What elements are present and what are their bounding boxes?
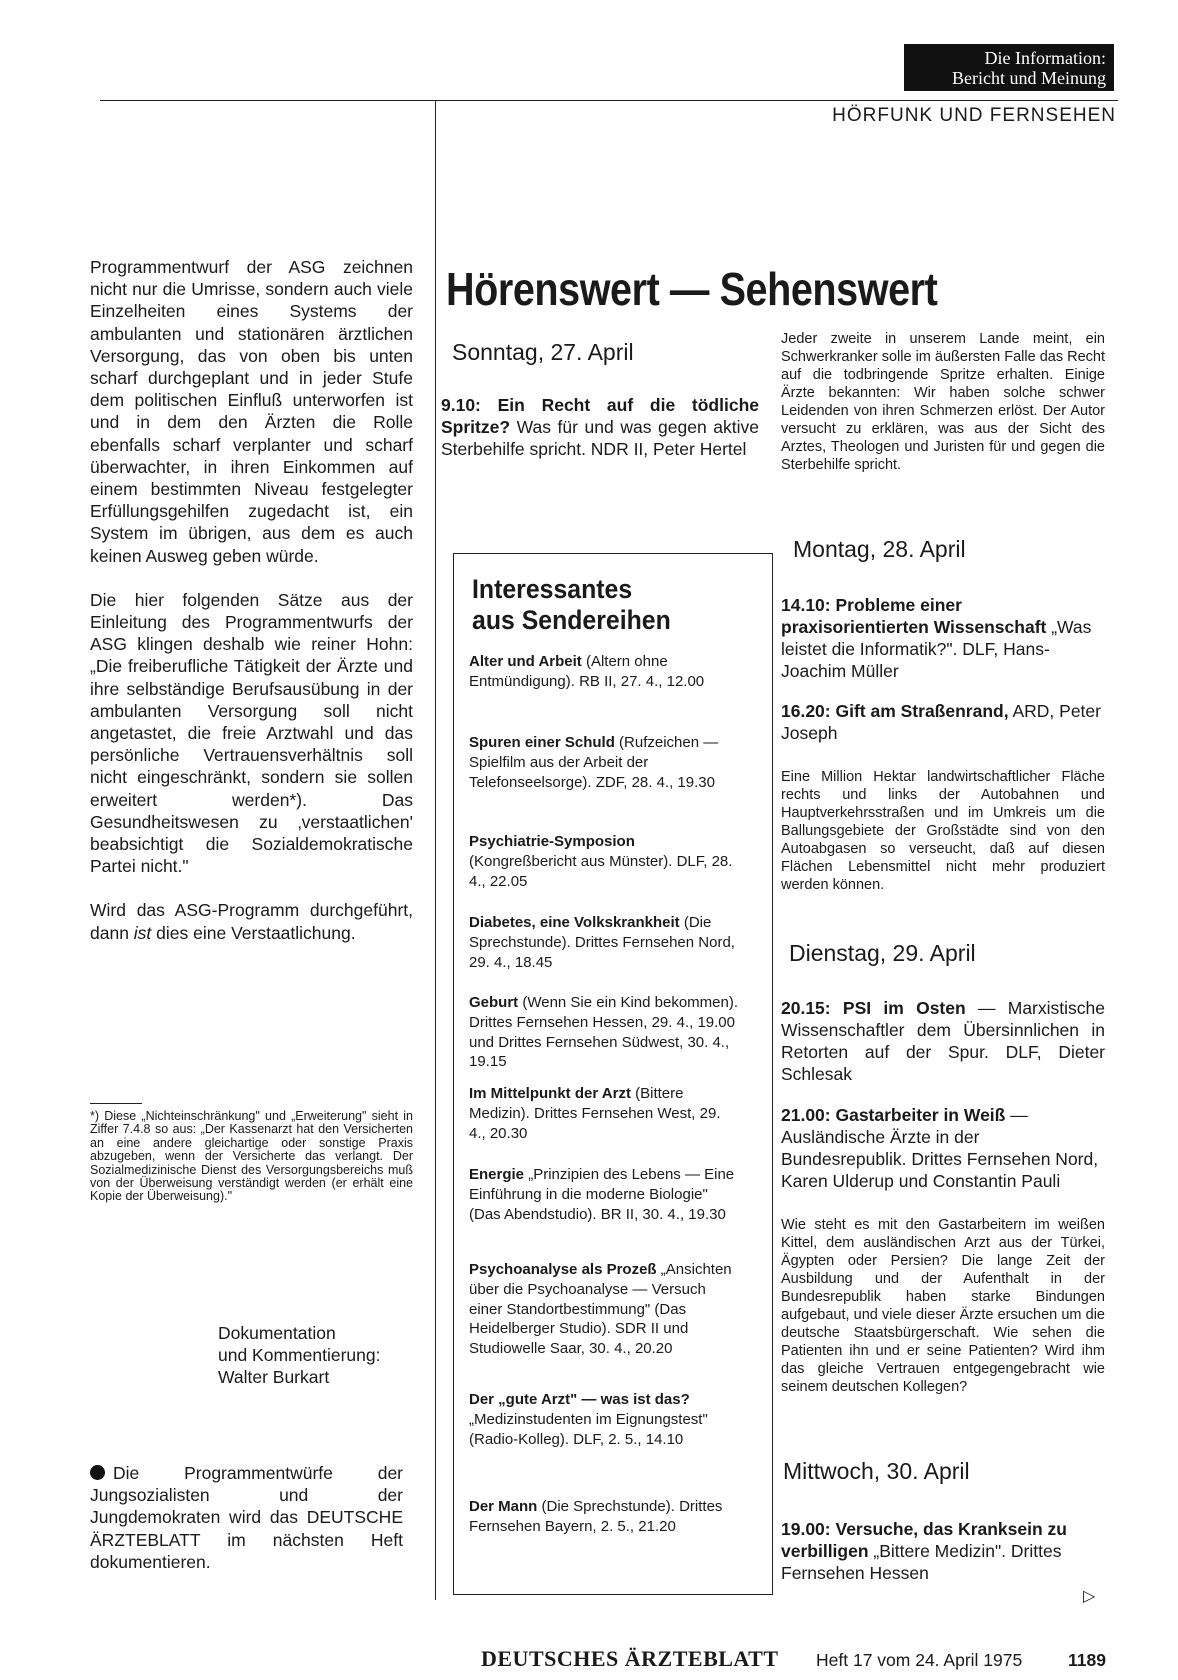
left-paragraph-2: Die hier folgenden Sätze aus der Einleitung des Programmentwurfs der ASG klingen deshalb wie reiner Hohn: „Die freiberufliche Tätigkeit der Ärzte und ihre selbständige Berufsausübung in der ambulanten Versorgung soll nicht angetastet, die freie Arztwahl und das persönliche Vertrauensverhältnis soll nicht eingeschränkt, sondern sie sollen erweitert werden*). Das Gesundheitswesen zu ‚verstaatlichen' beabsichtigt die Sozialdemokratische Partei nicht.": [90, 589, 413, 877]
program-sunday: 9.10: Ein Recht auf die tödliche Spritze? Was für und was gegen aktive Sterbehilfe spricht. NDR II, Peter Hertel: [441, 395, 759, 459]
program-wednesday: 19.00: Versuche, das Kranksein zu verbilligen „Bittere Medizin". Drittes Fernsehen Hessen: [781, 1519, 1067, 1583]
series-entry-details: (Die Sprechstunde). Drittes Fernsehen Nord, 29. 4., 18.45: [469, 914, 735, 971]
series-entry-details: „Prinzipien des Lebens — Eine Einführung in die moderne Biologie" (Das Abendstudio). BR II, 30. 4., 19.30: [469, 1166, 735, 1223]
page-number: 1189: [1068, 1650, 1106, 1670]
series-entry: [469, 1390, 739, 1449]
section-label: HÖRFUNK UND FERNSEHEN: [832, 105, 1116, 126]
page-title: Hörenswert — Sehenswert: [446, 263, 938, 315]
series-entry-title: Psychoanalyse als Prozeß: [469, 1261, 657, 1278]
issue-info: Heft 17 vom 24. April 1975: [816, 1650, 1023, 1670]
series-entry-title: Energie: [469, 1166, 525, 1183]
bullet-icon: [90, 1465, 105, 1480]
series-entry-title: Der „gute Arzt" — was ist das?: [469, 1391, 690, 1408]
series-entry: [469, 1497, 739, 1537]
series-entry-details: (Bittere Medizin). Drittes Fernsehen West, 29. 4., 20.30: [469, 1085, 721, 1142]
left-column: [90, 256, 413, 966]
day-heading-monday: Montag, 28. April: [793, 536, 966, 562]
series-entry-title: Geburt: [469, 994, 519, 1011]
day-heading-tuesday: Dienstag, 29. April: [789, 940, 976, 966]
series-entry: [469, 652, 739, 692]
badge-line-2: Bericht und Meinung: [952, 68, 1106, 88]
series-box-title: Interessantes aus Sendereihen: [472, 574, 671, 635]
series-entry-details: „Ansichten über die Psychoanalyse — Versuch einer Standortbestimmung" (Das Heidelberger Studio). SDR II und Studiowelle Saar, 30. 4., 20.20: [469, 1261, 732, 1358]
series-entry: [469, 993, 739, 1072]
right-intro: Jeder zweite in unserem Lande meint, ein Schwerkranker solle im äußersten Falle das Recht auf die todbringende Spritze erhalten. Einige Ärzte bekannten: Wir haben solche schwer Leidenden von ihren Schmerzen erlöst. Der Autor versucht zu erklären, was aus der Sicht des Arztes, Theologen und Juristen für und gegen die Sterbehilfe spricht.: [781, 331, 1105, 473]
series-entry-title: Im Mittelpunkt der Arzt: [469, 1085, 631, 1102]
program-monday-2: 16.20: Gift am Straßenrand, ARD, Peter Joseph: [781, 701, 1101, 743]
series-entry-details: (Altern ohne Entmündigung). RB II, 27. 4., 12.00: [469, 653, 705, 690]
series-entry-details: (Rufzeichen — Spielfilm aus der Arbeit der Telefonseelsorge). ZDF, 28. 4., 19.30: [469, 734, 719, 791]
series-entry-details: (Wenn Sie ein Kind bekommen). Drittes Fernsehen Hessen, 29. 4., 19.00 und Drittes Fernsehen Südwest, 30. 4., 19.15: [469, 994, 739, 1071]
series-entry-title: Diabetes, eine Volkskrankheit: [469, 914, 680, 931]
series-entry-details: „Medizinstudenten im Eignungstest" (Radio-Kolleg). DLF, 2. 5., 14.10: [469, 1410, 708, 1448]
series-entry-title: Psychiatrie-Symposion: [469, 833, 635, 850]
column-divider: [435, 100, 436, 1600]
program-tuesday-2: 21.00: Gastarbeiter in Weiß — Ausländische Ärzte in der Bundesrepublik. Drittes Fernsehen Nord, Karen Ulderup und Constantin Pauli: [781, 1105, 1099, 1191]
header-rule: [100, 100, 1118, 101]
series-entry: [469, 1260, 739, 1359]
monday-summary: Eine Million Hektar landwirtschaftlicher Fläche rechts und links der Autobahnen und Hauptverkehrsstraßen und im Umkreis um die Ballungsgebiete der Großstädte sind von den Autoabgasen so verseucht, daß auf diesen Flächen Lebensmittel nicht mehr produziert werden können.: [781, 769, 1105, 893]
tuesday-summary: Wie steht es mit den Gastarbeitern im weißen Kittel, dem ausländischen Arzt aus der Türkei, Ägypten oder Persien? Die lange Zeit der Ausbildung und der Aufenthalt in der Bundesrepublik haben starke Bindungen aufgebaut, und viele dieser Ärzte ersuchen um die deutsche Staatsbürgerschaft. Wie sehen die Patienten ihn und er seine Patienten? Wird ihm das gleiche Vertrauen entgegengebracht wie seinem deutschen Kollegen?: [781, 1217, 1105, 1395]
program-tuesday-1: 20.15: PSI im Osten — Marxistische Wissenschaftler dem Übersinnlichen in Retorten auf der Spur. DLF, Dieter Schlesak: [781, 998, 1105, 1084]
series-entry-title: Alter und Arbeit: [469, 653, 582, 670]
series-entry-details: (Die Sprechstunde). Drittes Fernsehen Bayern, 2. 5., 21.20: [469, 1498, 723, 1535]
program-monday-1: 14.10: Probleme einer praxisorientierten Wissenschaft „Was leistet die Informatik?". DLF, Hans-Joachim Müller: [781, 595, 1092, 681]
series-entry: [469, 913, 739, 972]
footnote-rule: [90, 1103, 142, 1104]
series-entry-title: Der Mann: [469, 1498, 538, 1515]
series-entry: [469, 1165, 739, 1224]
left-paragraph-1: Programmentwurf der ASG zeichnen nicht nur die Umrisse, sondern auch viele Einzelheiten eines Systems der ambulanten und stationären ärztlichen Versorgung, das von oben bis unten scharf durchgeplant und in jeder Stufe dem politischen Einfluß unterworfen ist und in dem den Ärzten die Rolle ebenfalls scharf verplanter und scharf überwachter, in ihren Einkommen auf einem bestimmten Niveau festgelegter Erfüllungsgehilfen zugedacht ist, ein System im übrigen, aus dem es auch keinen Ausweg geben würde.: [90, 257, 413, 566]
badge-line-1: Die Information:: [984, 48, 1106, 68]
series-entry: [469, 1084, 739, 1143]
day-heading-wednesday: Mittwoch, 30. April: [783, 1458, 970, 1484]
series-entry: [469, 733, 739, 792]
editorial-note: Die Programmentwürfe der Jungsozialisten und der Jungdemokraten wird das DEUTSCHE ÄRZTEBLATT im nächsten Heft dokumentieren.: [90, 1463, 403, 1572]
series-entry-title: Spuren einer Schuld: [469, 734, 615, 751]
series-entry-details: (Kongreßbericht aus Münster). DLF, 28. 4., 22.05: [469, 852, 733, 890]
left-paragraph-3: Wird das ASG-Programm durchgeführt, dann ist dies eine Verstaatlichung.: [90, 900, 413, 943]
footnote: *) Diese „Nichteinschränkung" und „Erweiterung" sieht in Ziffer 7.4.8 so aus: „Der Kassenarzt hat den Versicherten an eine andere gleichartige oder sonstige Praxis abzugeben, wenn der Versicherte das verlangt. Der Sozialmedizinische Dienst des Versorgungsbereichs muß von der Überweisung verständigt werden (er erhält eine Kopie der Überweisung).": [90, 1109, 413, 1204]
series-entry: [469, 832, 739, 891]
department-badge: [904, 44, 1114, 91]
masthead: DEUTSCHES ÄRZTEBLATT: [481, 1646, 779, 1671]
continued-arrow-icon: ▷: [1083, 1588, 1096, 1605]
documentation-credit: Dokumentation und Kommentierung: Walter Burkart: [218, 1323, 381, 1387]
day-heading-sunday: Sonntag, 27. April: [452, 339, 634, 365]
